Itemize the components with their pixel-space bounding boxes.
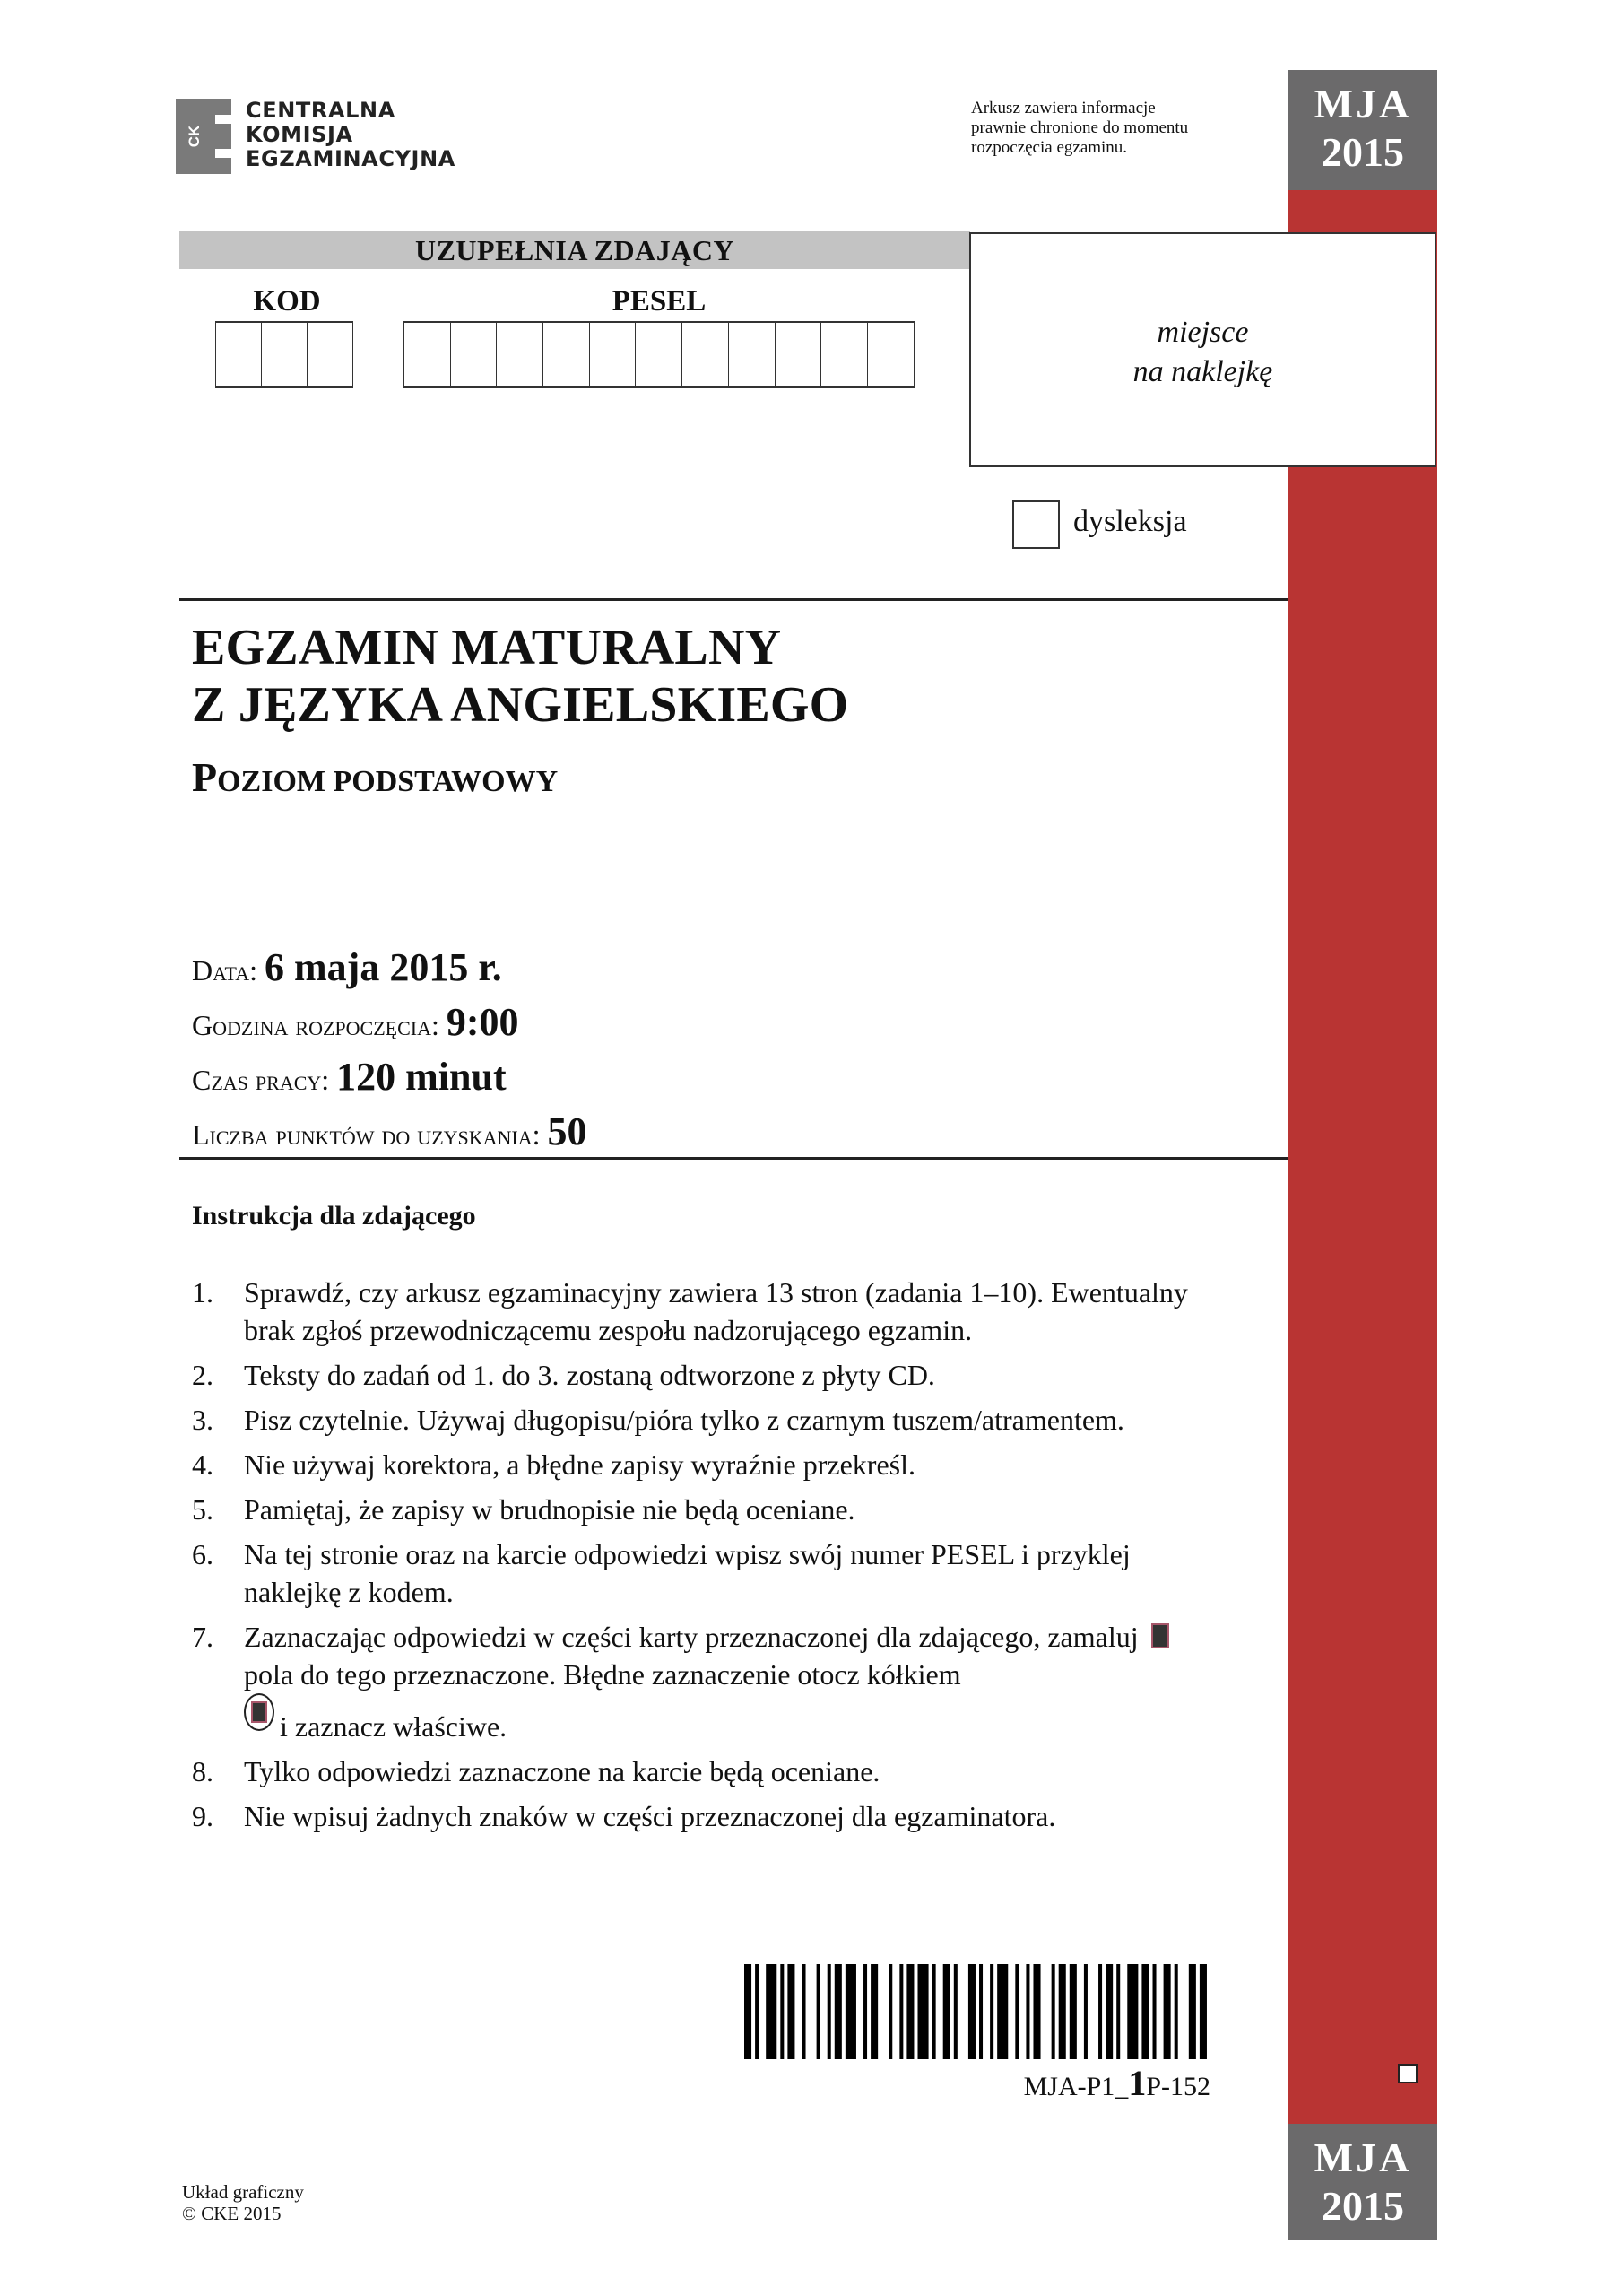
meta-value: 120 minut: [336, 1055, 507, 1099]
meta-key: Godzina rozpoczęcia:: [192, 1009, 439, 1041]
sticker-text: [971, 313, 1435, 392]
pesel-digit-box[interactable]: [543, 323, 590, 386]
instruction-number: 9.: [192, 1800, 213, 1832]
legal-notice-line: prawnie chronione do momentu: [971, 118, 1189, 137]
barcode-bar: [1084, 1964, 1088, 2059]
exam-level-initial: P: [192, 754, 218, 800]
instruction-item: [192, 1356, 1223, 1394]
instructions-title: Instrukcja dla zdającego: [192, 1201, 476, 1231]
pesel-digit-box[interactable]: [682, 323, 729, 386]
instruction-item: [192, 1535, 1223, 1611]
meta-value: 50: [547, 1109, 587, 1153]
barcode-bar: [1164, 1964, 1171, 2059]
meta-points: [192, 1106, 587, 1161]
sticker-area: [969, 232, 1436, 467]
instruction-text: Sprawdź, czy arkusz egzaminacyjny zawiera 13 stron (zadania 1–10). Ewentualny brak zgłoś przewodniczącemu zespołu nadzorującego egzamin.: [244, 1276, 1188, 1346]
side-label-year: 2015: [1322, 2183, 1404, 2229]
exam-level-rest: OZIOM PODSTAWOWY: [217, 765, 559, 798]
sticker-text-line: miejsce: [1157, 316, 1249, 349]
barcode-bar: [1052, 1964, 1055, 2059]
barcode-bar: [846, 1964, 856, 2059]
barcode-bar: [899, 1964, 903, 2059]
meta-key: Data:: [192, 954, 258, 987]
candidate-section-title: UZUPEŁNIA ZDAJĄCY: [414, 234, 735, 266]
logo-line: EGZAMINACYJNA: [246, 146, 455, 171]
instruction-text: Pisz czytelnie. Używaj długopisu/pióra tylko z czarnym tuszem/atramentem.: [244, 1404, 1124, 1436]
barcode-bar: [1189, 1964, 1196, 2059]
divider: [179, 1157, 1288, 1160]
exam-title-line1: EGZAMIN MATURALNY: [192, 620, 782, 675]
instruction-number: 4.: [192, 1448, 213, 1481]
instruction-text: Pamiętaj, że zapisy w brudnopisie nie będą oceniane.: [244, 1493, 855, 1526]
barcode-bar: [1153, 1964, 1157, 2059]
logo-line: CENTRALNA: [246, 98, 395, 123]
meta-duration: [192, 1051, 587, 1106]
pesel-digit-box[interactable]: [729, 323, 776, 386]
barcode-code: [950, 2063, 1210, 2103]
barcode-bar: [1127, 1964, 1138, 2059]
filled-square-icon: [1151, 1623, 1169, 1648]
barcode-bar: [943, 1964, 950, 2059]
footer-copyright: © CKE 2015: [182, 2203, 282, 2224]
barcode-bar: [889, 1964, 892, 2059]
instructions-list: [192, 1274, 1223, 1842]
circled-square-icon: [244, 1693, 274, 1731]
barcode-bar: [871, 1964, 878, 2059]
footer-line: Układ graficzny: [182, 2181, 304, 2203]
dyslexia-label: dysleksja: [1073, 505, 1187, 538]
barcode-bar: [1098, 1964, 1102, 2059]
pesel-digit-box[interactable]: [590, 323, 637, 386]
instruction-text: Nie używaj korektora, a błędne zapisy wyraźnie przekreśl.: [244, 1448, 915, 1481]
barcode-bar: [1116, 1964, 1120, 2059]
candidate-section-header: [179, 231, 970, 269]
barcode-bar: [1015, 1964, 1019, 2059]
barcode-bar: [817, 1964, 820, 2059]
logo-mark-text: CK: [186, 125, 203, 148]
pesel-digit-box[interactable]: [451, 323, 498, 386]
instruction-number: 5.: [192, 1493, 213, 1526]
kod-digit-box[interactable]: [262, 323, 308, 386]
instruction-number: 3.: [192, 1404, 213, 1436]
cke-logo-mark: [176, 99, 231, 174]
pesel-digit-box[interactable]: [821, 323, 868, 386]
kod-label: KOD: [253, 285, 321, 317]
instruction-number: 2.: [192, 1359, 213, 1391]
pesel-digit-box[interactable]: [776, 323, 822, 386]
instruction-text: Teksty do zadań od 1. do 3. zostaną odtworzone z płyty CD.: [244, 1359, 935, 1391]
instruction-text: Na tej stronie oraz na karcie odpowiedzi wpisz swój numer PESEL i przyklej naklejkę z kodem.: [244, 1538, 1131, 1608]
pesel-digit-box[interactable]: [404, 323, 451, 386]
side-label-bottom: [1288, 2124, 1437, 2240]
instruction-number: 7.: [192, 1621, 213, 1653]
barcode-bar: [917, 1964, 928, 2059]
pesel-digit-box[interactable]: [497, 323, 543, 386]
barcode: [744, 1964, 1210, 2059]
legal-notice-line: Arkusz zawiera informacje: [971, 99, 1156, 117]
meta-value: 9:00: [446, 1000, 519, 1044]
barcode-bar: [906, 1964, 914, 2059]
logo-text: [246, 99, 455, 171]
side-label-code: MJA: [1314, 2135, 1412, 2180]
exam-meta: [192, 942, 587, 1161]
barcode-bar: [997, 1964, 1008, 2059]
barcode-bar: [932, 1964, 936, 2059]
pesel-digit-box[interactable]: [636, 323, 682, 386]
pesel-digit-box[interactable]: [868, 323, 915, 386]
pesel-input[interactable]: [403, 321, 915, 388]
instruction-item: [192, 1274, 1223, 1349]
barcode-bar: [802, 1964, 805, 2059]
barcode-bar: [835, 1964, 842, 2059]
legal-notice-line: rozpoczęcia egzaminu.: [971, 138, 1128, 157]
barcode-bar: [990, 1964, 993, 2059]
exam-title-line2: Z JĘZYKA ANGIELSKIEGO: [192, 677, 849, 733]
barcode-bar: [1033, 1964, 1040, 2059]
side-label-top: [1288, 70, 1437, 190]
meta-start-time: [192, 996, 587, 1051]
instruction-text: pola do tego przeznaczone. Błędne zaznaczenie otocz kółkiem: [244, 1658, 961, 1691]
meta-key: Liczba punktów do uzyskania:: [192, 1118, 541, 1151]
exam-title: [192, 619, 848, 734]
instruction-item: [192, 1401, 1223, 1439]
side-label-year: 2015: [1322, 129, 1404, 175]
barcode-bar: [766, 1964, 776, 2059]
barcode-bar: [1059, 1964, 1066, 2059]
barcode-bar: [1141, 1964, 1149, 2059]
instruction-item: [192, 1618, 1223, 1745]
meta-key: Czas pracy:: [192, 1064, 330, 1096]
barcode-bar: [968, 1964, 976, 2059]
divider: [179, 598, 1288, 601]
instruction-number: 1.: [192, 1276, 213, 1309]
barcode-bar: [1026, 1964, 1029, 2059]
instruction-item: [192, 1491, 1223, 1528]
instruction-text: i zaznacz właściwe.: [280, 1710, 507, 1743]
instruction-number: 8.: [192, 1755, 213, 1787]
dyslexia-checkbox[interactable]: [1012, 500, 1060, 549]
instruction-item: [192, 1752, 1223, 1790]
barcode-bar: [863, 1964, 867, 2059]
instruction-number: 6.: [192, 1538, 213, 1570]
barcode-code-prefix: MJA-P1_: [1023, 2072, 1129, 2101]
barcode-bar: [755, 1964, 759, 2059]
cke-logo: [176, 99, 490, 174]
sticker-text-line: na naklejkę: [1132, 355, 1273, 388]
marker-square: [1398, 2064, 1418, 2083]
legal-notice: [971, 99, 1188, 158]
barcode-bar: [828, 1964, 831, 2059]
side-strip: [1288, 190, 1437, 2126]
kod-digit-box[interactable]: [216, 323, 262, 386]
barcode-bar: [787, 1964, 794, 2059]
barcode-bar: [954, 1964, 958, 2059]
instruction-text: Zaznaczając odpowiedzi w części karty przeznaczonej dla zdającego, zamaluj: [244, 1621, 1139, 1653]
kod-input[interactable]: [215, 321, 353, 388]
instruction-item: [192, 1446, 1223, 1483]
exam-level: [192, 755, 558, 804]
barcode-code-number: 1: [1128, 2063, 1147, 2103]
side-label-code: MJA: [1314, 81, 1412, 126]
barcode-bar: [1200, 1964, 1207, 2059]
meta-value: 6 maja 2015 r.: [265, 945, 502, 989]
instruction-text: Nie wpisuj żadnych znaków w części przeznaczonej dla egzaminatora.: [244, 1800, 1056, 1832]
logo-line: KOMISJA: [246, 122, 353, 147]
instruction-text: Tylko odpowiedzi zaznaczone na karcie będą oceniane.: [244, 1755, 880, 1787]
meta-date: [192, 942, 587, 996]
barcode-code-suffix: P-152: [1146, 2072, 1210, 2101]
barcode-bar: [780, 1964, 784, 2059]
instruction-item: [192, 1797, 1223, 1835]
barcode-bar: [1106, 1964, 1113, 2059]
barcode-bar: [1070, 1964, 1077, 2059]
barcode-bar: [744, 1964, 751, 2059]
footer: [182, 2181, 304, 2224]
barcode-bar: [979, 1964, 983, 2059]
kod-digit-box[interactable]: [308, 323, 353, 386]
barcode-bar: [1175, 1964, 1178, 2059]
pesel-label: PESEL: [612, 285, 707, 317]
